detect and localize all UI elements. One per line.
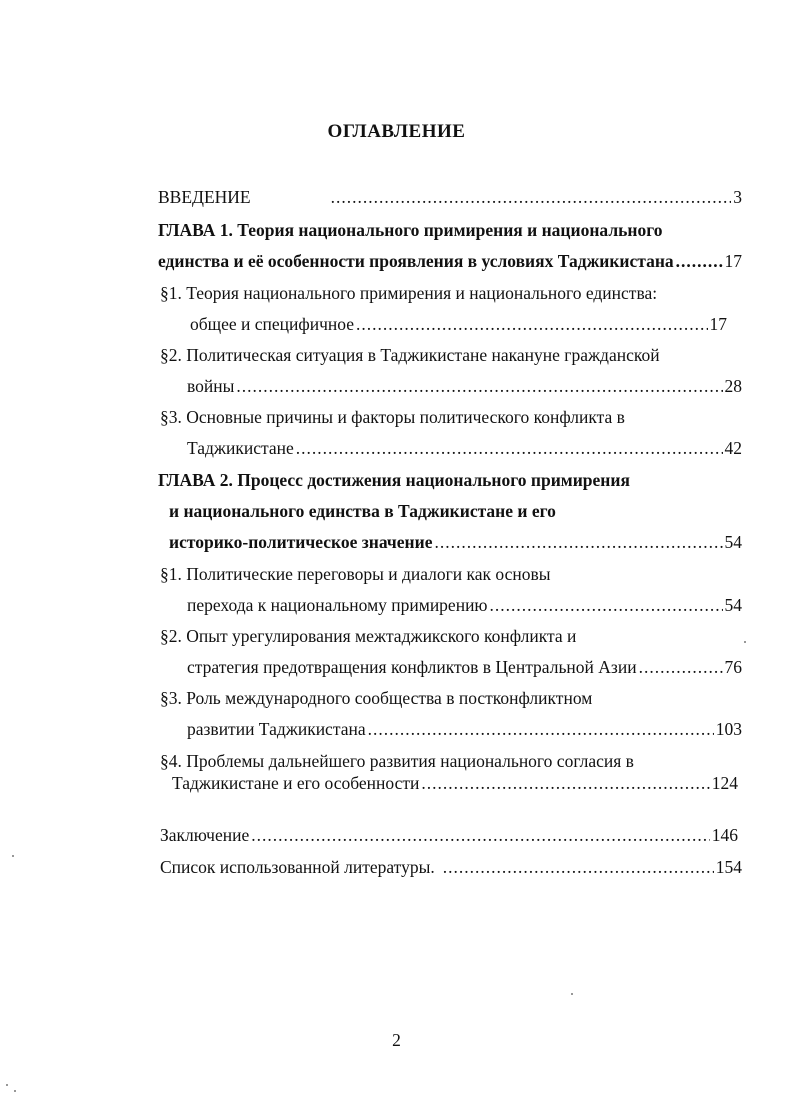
toc-entry-label: Таджикистане и его особенности [172,773,420,793]
toc-entry-label: историко-политическое значение [169,532,433,552]
chapter1-section1-line1[interactable]: §1. Теория национального примирения и национального единства: [160,283,658,303]
chapter2-section2-line1[interactable]: §2. Опыт урегулирования межтаджикского конфликта и [160,626,577,646]
dot-leader [368,718,714,740]
toc-entry-ch2-s3[interactable] [187,718,742,740]
toc-entry-page: 103 [715,719,742,739]
chapter2-section1-line1[interactable]: §1. Политические переговоры и диалоги как основы [160,564,551,584]
dot-leader [676,250,723,272]
toc-entry-page: 76 [724,657,742,677]
toc-entry-page: 3 [733,187,742,207]
chapter1-heading-line1[interactable]: ГЛАВА 1. Теория национального примирения и национального [158,220,663,240]
scan-speck [6,1084,8,1086]
toc-entry-label: стратегия предотвращения конфликтов в Центральной Азии [187,657,637,677]
dot-leader [331,186,732,208]
toc-entry-label: Заключение [160,825,250,845]
toc-entry-label: войны [187,376,235,396]
toc-entry-page: 42 [724,438,742,458]
chapter1-section3-line1[interactable]: §3. Основные причины и факторы политического конфликта в [160,407,625,427]
dot-leader [639,656,723,678]
toc-entry-page: 54 [724,595,742,615]
toc-entry-label: общее и специфичное [190,314,355,334]
chapter2-section3-line1[interactable]: §3. Роль международного сообщества в постконфликтном [160,688,593,708]
toc-entry-page: 146 [711,825,738,845]
dot-leader [435,531,723,553]
toc-entry-ch1-s2[interactable] [187,375,742,397]
dot-leader [443,856,714,878]
chapter2-section4-line1[interactable]: §4. Проблемы дальнейшего развития национального согласия в [160,751,634,771]
toc-entry-ch1-s1[interactable] [190,313,727,335]
dot-leader [356,313,707,335]
toc-entry-page: 17 [724,251,742,271]
toc-entry-chapter2[interactable] [169,531,742,553]
chapter2-heading-line2[interactable]: и национального единства в Таджикистане и его [169,501,556,521]
toc-entry-page: 17 [709,314,727,334]
toc-title: ОГЛАВЛЕНИЕ [327,121,466,142]
dot-leader [296,437,723,459]
chapter1-section2-line1[interactable]: §2. Политическая ситуация в Таджикистане накануне гражданской [160,345,660,365]
toc-entry-page: 154 [715,857,742,877]
toc-entry-label: перехода к национальному примирению [187,595,488,615]
toc-entry-label: Список использованной литературы. [160,857,435,877]
scan-speck [744,641,746,643]
scan-speck [14,1090,16,1092]
toc-entry-ch1-s3[interactable] [187,437,742,459]
toc-entry-label: единства и её особенности проявления в условиях Таджикистана [158,251,674,271]
scan-speck [12,855,14,857]
dot-leader [421,772,709,794]
toc-entry-intro[interactable] [158,186,742,208]
toc-entry-chapter1[interactable] [158,250,742,272]
toc-entry-page: 124 [711,773,738,793]
dot-leader [251,824,710,846]
scan-speck [571,993,573,995]
page-number: 2 [392,1030,401,1050]
toc-entry-label: ВВЕДЕНИЕ [158,187,251,207]
toc-entry-bibliography[interactable] [160,856,742,878]
dot-leader [236,375,722,397]
toc-entry-ch2-s1[interactable] [187,594,742,616]
chapter2-heading-line1[interactable]: ГЛАВА 2. Процесс достижения национального примирения [158,470,630,490]
toc-entry-page: 54 [724,532,742,552]
toc-entry-label: развитии Таджикистана [187,719,366,739]
toc-entry-ch2-s2[interactable] [187,656,742,678]
toc-entry-label: Таджикистане [187,438,294,458]
toc-entry-page: 28 [724,376,742,396]
toc-entry-conclusion[interactable] [160,824,738,846]
toc-entry-ch2-s4[interactable] [172,772,738,794]
dot-leader [490,594,723,616]
